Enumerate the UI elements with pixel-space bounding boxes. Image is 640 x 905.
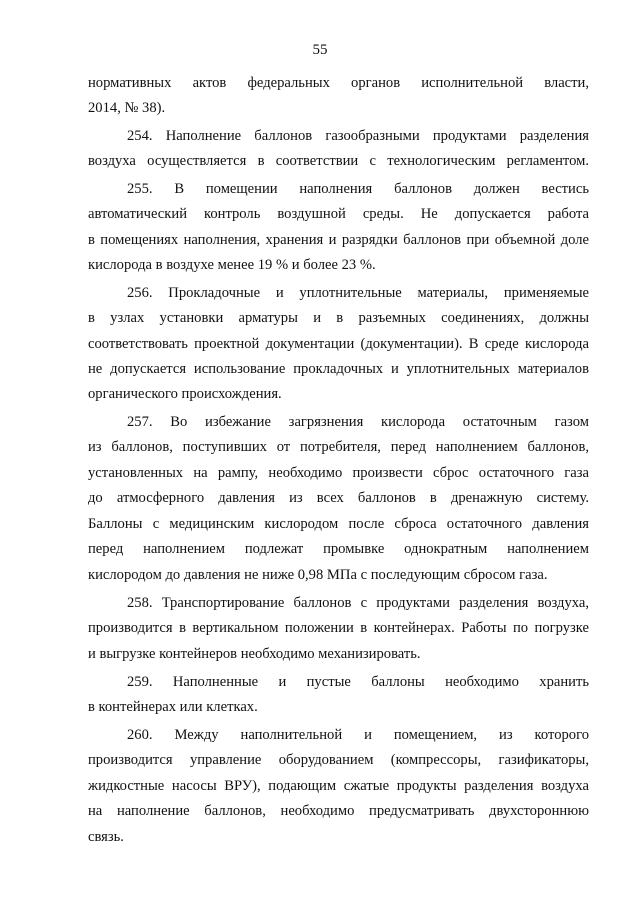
- text-line: кислородом до давления не ниже 0,98 МПа с последующим сбросом газа.: [88, 567, 548, 583]
- text-line: Баллоны с медицинским кислородом после сброса остаточного давления: [88, 516, 589, 532]
- paragraph-255-line: 255. В помещении наполнения баллонов должен вестись: [127, 181, 589, 197]
- text-line: производится управление оборудованием (компрессоры, газификаторы,: [88, 752, 589, 768]
- paragraph-259-line: 259. Наполненные и пустые баллоны необходимо хранить: [127, 674, 589, 690]
- text-line: в узлах установки арматуры и в разъемных соединениях, должны: [88, 310, 589, 326]
- paragraph-258-line: 258. Транспортирование баллонов с продуктами разделения воздуха,: [127, 595, 589, 611]
- text-line: связь.: [88, 829, 124, 845]
- text-line: воздуха осуществляется в соответствии с технологическим регламентом.: [88, 153, 589, 169]
- text-line: установленных на рампу, необходимо произвести сброс остаточного газа: [88, 465, 589, 481]
- paragraph-256-line: 256. Прокладочные и уплотнительные материалы, применяемые: [127, 285, 589, 301]
- page-number: 55: [312, 42, 328, 58]
- text-line: производится в вертикальном положении в контейнерах. Работы по погрузке: [88, 620, 589, 636]
- text-line: органического происхождения.: [88, 386, 282, 402]
- text-line: кислорода в воздухе менее 19 % и более 23 %.: [88, 257, 376, 273]
- text-line: и выгрузке контейнеров необходимо механизировать.: [88, 646, 421, 662]
- text-line: нормативных актов федеральных органов исполнительной власти,: [88, 75, 589, 91]
- text-line: 2014, № 38).: [88, 100, 166, 116]
- text-line: в контейнерах или клетках.: [88, 699, 258, 715]
- paragraph-254-line: 254. Наполнение баллонов газообразными продуктами разделения: [127, 128, 589, 144]
- text-line: автоматический контроль воздушной среды. Не допускается работа: [88, 206, 589, 222]
- text-line: соответствовать проектной документации (документации). В среде кислорода: [88, 336, 589, 352]
- text-line: жидкостные насосы ВРУ), подающим сжатые продукты разделения воздуха: [88, 778, 589, 794]
- text-line: не допускается использование прокладочных и уплотнительных материалов: [88, 361, 589, 377]
- paragraph-257-line: 257. Во избежание загрязнения кислорода остаточным газом: [127, 414, 589, 430]
- paragraph-260-line: 260. Между наполнительной и помещением, из которого: [127, 727, 589, 743]
- text-line: из баллонов, поступивших от потребителя, перед наполнением баллонов,: [88, 439, 589, 455]
- text-line: перед наполнением подлежат промывке однократным наполнением: [88, 541, 589, 557]
- text-line: до атмосферного давления из всех баллонов в дренажную систему.: [88, 490, 589, 506]
- text-line: в помещениях наполнения, хранения и разрядки баллонов при объемной доле: [88, 232, 589, 248]
- text-line: на наполнение баллонов, необходимо предусматривать двухстороннюю: [88, 803, 589, 819]
